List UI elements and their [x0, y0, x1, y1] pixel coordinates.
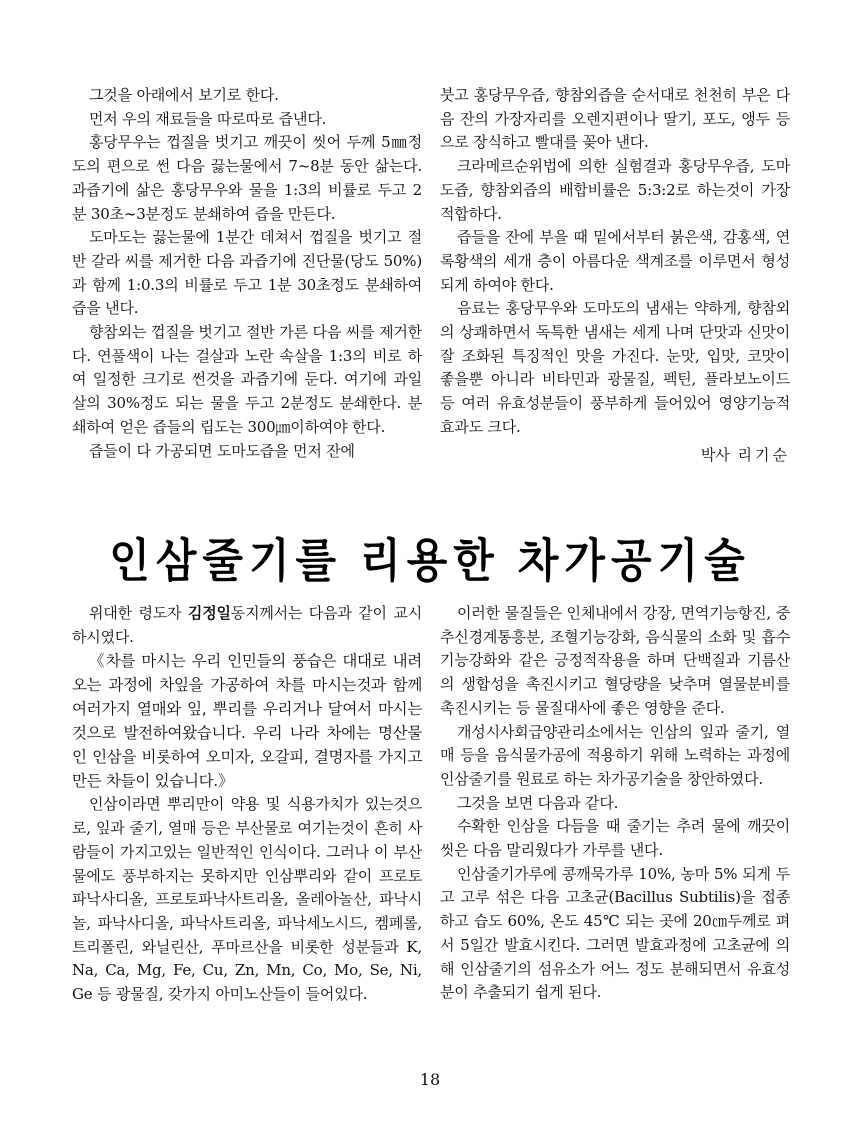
leader-name: 김정일 [187, 604, 231, 622]
paragraph: 도마도는 끓는물에 1분간 데쳐서 껍질을 벗기고 절반 갈라 씨를 제거한 다음 과즙기에 진단물(당도 50%)과 함께 1:0.3의 비률로 두고 1분 30초정도 분쇄하여 즙을 낸다. [72, 228, 422, 318]
page-number: 18 [419, 1070, 441, 1089]
intro-paragraph [72, 602, 422, 649]
paragraph: 그것을 보면 다음과 같다. [457, 793, 619, 812]
paragraph: 먼저 우의 재료들을 따로따로 즙낸다. [89, 109, 327, 128]
paragraph: 인삼줄기가루에 콩깨묵가루 10%, 농마 5% 되게 두고 고루 섞은 다음 고초균(Bacillus Subtilis)을 접종하고 습도 60%, 온도 45℃ 되는 곳에 20㎝두께로 펴서 5일간 발효시킨다. 그러면 발효과정에 고초균에 의해 인삼줄기의 섬유소가 어느 정도 분해되면서 유효성분이 추출되기 쉽게 된다. [440, 864, 790, 1002]
intro-text: 동지께서는 다음과 같이 교시하시였다. [72, 604, 422, 646]
paragraph-continuation: 붓고 홍당무우즙, 향참외즙을 순서대로 천천히 부은 다음 잔의 가장자리를 오렌지편이나 딸기, 포도, 앵두 등으로 장식하고 빨대를 꽂아 낸다. [440, 86, 790, 152]
paragraph: 이러한 물질들은 인체내에서 강장, 면역기능항진, 중추신경계통흥분, 조혈기능강화, 음식물의 소화 및 흡수기능강화와 같은 긍정적작용을 하며 단백질과 기름산의 생합성을 촉진시키고 혈당량을 낮추며 열물분비를 촉진시키는 등 물질대사에 좋은 영향을 준다. [440, 604, 790, 717]
paragraph: 즙들을 잔에 부을 때 밑에서부터 붉은색, 감홍색, 연록황색의 세개 층이 아름다운 색계조를 이루면서 형성되게 하여야 한다. [440, 228, 790, 294]
paragraph: 그것을 아래에서 보기로 한다. [89, 86, 279, 104]
intro-text: 위대한 령도자 [89, 604, 188, 622]
author-title: 박사 [700, 445, 730, 464]
author-name: 리기순 [737, 445, 790, 464]
article1-left-column [72, 84, 422, 463]
article1-right-column [440, 84, 790, 467]
paragraph: 크라메르순위법에 의한 실험결과 홍당무우즙, 도마도즙, 향참외즙의 배합비률은 5:3:2로 하는것이 가장 적합하다. [440, 157, 790, 223]
author-signature [440, 444, 790, 468]
leader-quote: 《차를 마시는 우리 인민들의 풍습은 대대로 내려오는 과정에 차잎을 가공하여 차를 마시는것과 함께 여러가지 열매와 잎, 뿌리를 우리거나 달여서 마시는것으로 발전하여왔습니다. 우리 나라 차에는 명산물인 인삼을 비롯하여 오미자, 오갈피, 결명자를 가지고 만든 차들이 있습니다.》 [72, 652, 422, 791]
article2-right-column [440, 602, 790, 1005]
title-part: 인삼줄기를 [109, 533, 343, 588]
article2-title [0, 525, 860, 591]
paragraph: 음료는 홍당무우와 도마도의 냄새는 약하게, 향참외의 상쾌하면서 독특한 냄새는 세게 나며 단맛과 신맛이 잘 조화된 특징적인 맛을 가진다. 눈맛, 입맛, 코맛이 좋을뿐 아니라 비타민과 광물질, 펙틴, 플라보노이드 등 여러 유효성분들이 풍부하게 들어있어 영양기능적효과도 크다. [440, 299, 790, 436]
paragraph: 향참외는 껍질을 벗기고 절반 가른 다음 씨를 제거한다. 연풀색이 나는 걸살과 노란 속살을 1:3의 비로 하여 일정한 크기로 썬것을 과즙기에 둔다. 여기에 과일살의 30%정도 되는 물을 두고 2분정도 분쇄한다. 분쇄하여 얻은 즙들의 립도는 300㎛이하여야 한다. [72, 323, 422, 436]
title-part: 차가공기술 [517, 533, 751, 588]
paragraph: 홍당무우는 껍질을 벗기고 깨끗이 씻어 두께 5㎜정도의 편으로 썬 다음 끓는물에서 7~8분 동안 삶는다. 과즙기에 삶은 홍당무우와 물을 1:3의 비률로 두고 2분 30초~3분정도 분쇄하여 즙을 만든다. [72, 133, 422, 223]
article2-left-column [72, 602, 422, 1007]
paragraph: 수확한 인삼을 다듬을 때 줄기는 추려 물에 깨끗이 씻은 다음 말리웠다가 가루를 낸다. [440, 817, 790, 860]
paragraph: 인삼이라면 뿌리만이 약용 및 식용가치가 있는것으로, 잎과 줄기, 열매 등은 부산물로 여기는것이 흔히 사람들이 가지고있는 일반적인 인식이다. 그러나 이 부산물에도 풍부하지는 못하지만 인삼뿌리와 같이 프로토파낙사디올, 프로토파낙사트리올, 올레아놀산, 파낙시놀, 파낙사디올, 파낙사트리올, 파낙세노시드, 켐페롤, 트리폴린, 와닐린산, 푸마르산을 비롯한 성분들과 K, Na, Ca, Mg, Fe, Cu, Zn, Mn, Co, Mo, Se, Ni, Ge 등 광물질, 갖가지 아미노산들이 들어있다. [72, 795, 422, 1004]
paragraph: 개성시사회급양관리소에서는 인삼의 잎과 줄기, 열매 등을 음식물가공에 적용하기 위해 노력하는 과정에 인삼줄기를 원료로 하는 차가공기술을 창안하였다. [440, 722, 790, 788]
paragraph: 즙들이 다 가공되면 도마도즙을 먼저 잔에 [89, 441, 355, 460]
title-part: 리용한 [360, 533, 500, 588]
